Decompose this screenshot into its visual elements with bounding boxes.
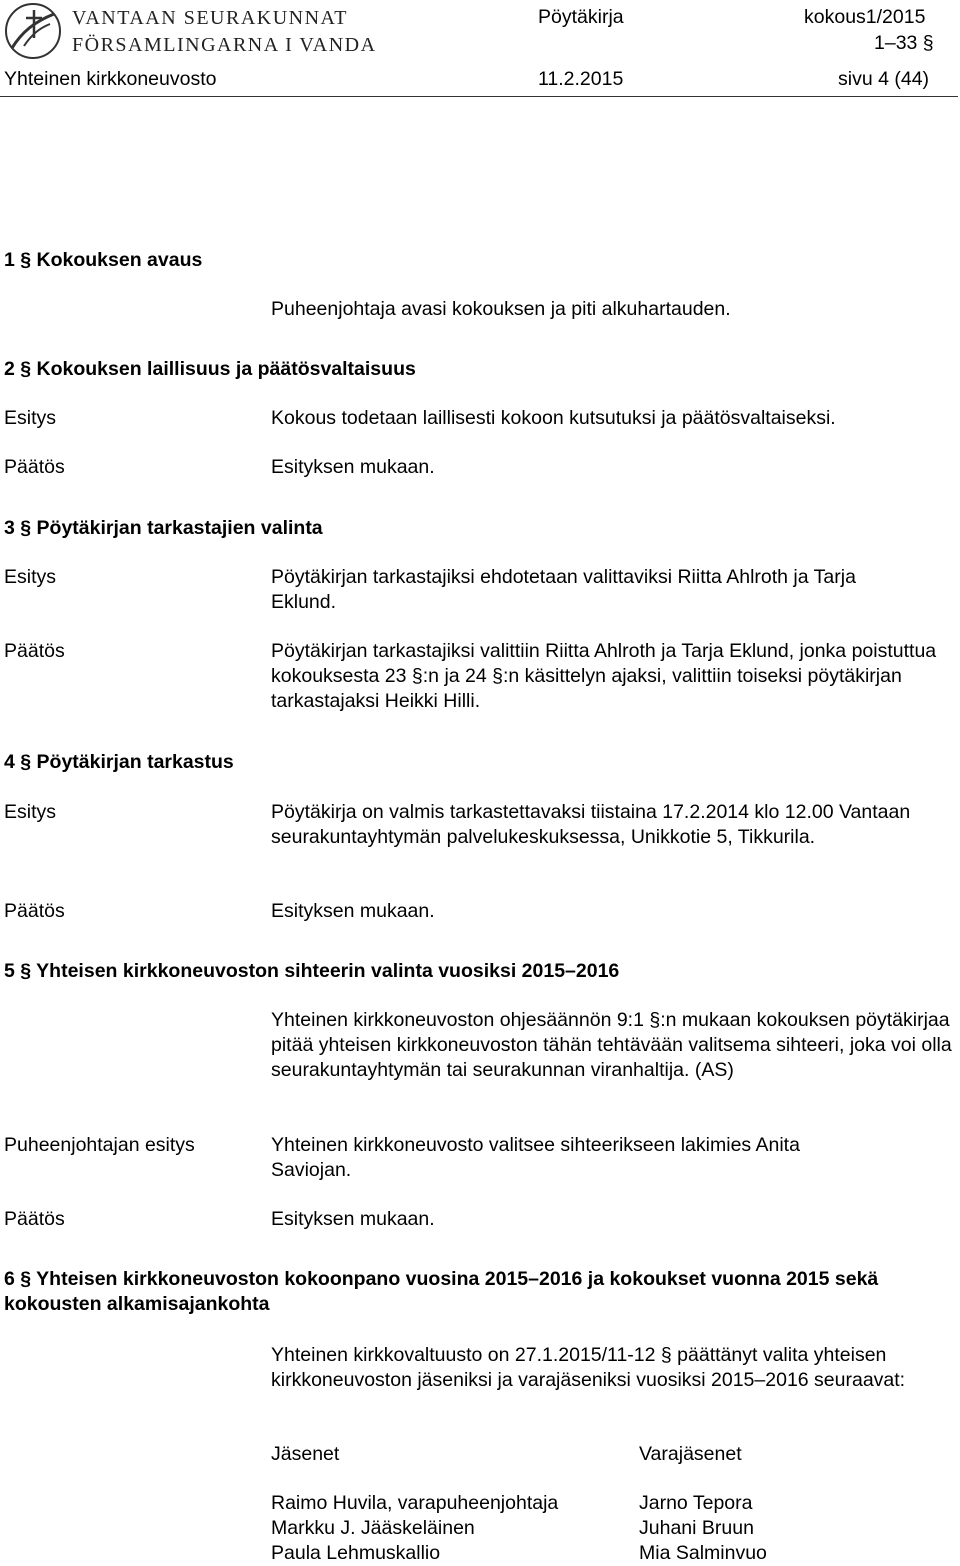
- section-5-esitys-label: Puheenjohtajan esitys: [4, 1134, 195, 1156]
- section-6-intro: Yhteinen kirkkovaltuusto on 27.1.2015/11-12 § päättänyt valita yhteisen kirkkoneuvoston jäseniksi ja varajäseniksi vuosiksi 2015–2016 seuraavat:: [271, 1344, 906, 1391]
- section-5-paatos-label: Päätös: [4, 1208, 65, 1230]
- org-name-swedish: FÖRSAMLINGARNA I VANDA: [72, 34, 377, 56]
- section-5-intro: Yhteinen kirkkoneuvoston ohjesäännön 9:1 §:n mukaan kokouksen pöytäkirjaa pitää yhteisen kirkkoneuvoston tähän tehtävään valitsema sihteeri, joka voi olla seurakuntayhtymän tai seurakunnan viranhaltija. (AS): [271, 1009, 952, 1081]
- deputies-column-header: Varajäsenet: [639, 1443, 742, 1465]
- org-name-finnish: VANTAAN SEURAKUNNAT: [72, 7, 348, 29]
- section-5-paatos: Esityksen mukaan.: [271, 1208, 435, 1230]
- section-4-esitys-label: Esitys: [4, 801, 57, 823]
- deputy-1: Jarno Tepora: [639, 1492, 753, 1514]
- member-1: Raimo Huvila, varapuheenjohtaja: [271, 1492, 559, 1514]
- doc-type: Pöytäkirja: [538, 6, 624, 28]
- section-2-paatos: Esityksen mukaan.: [271, 456, 435, 478]
- member-2: Markku J. Jääskeläinen: [271, 1517, 475, 1539]
- header-divider: [0, 96, 958, 97]
- section-2-paatos-label: Päätös: [4, 456, 65, 478]
- section-2-heading: 2 § Kokouksen laillisuus ja päätösvaltaisuus: [4, 358, 416, 380]
- section-range: 1–33 §: [874, 32, 934, 54]
- members-column-header: Jäsenet: [271, 1443, 340, 1465]
- section-2-esitys: Kokous todetaan laillisesti kokoon kutsutuksi ja päätösvaltaiseksi.: [271, 407, 836, 429]
- section-5-heading: 5 § Yhteisen kirkkoneuvoston sihteerin valinta vuosiksi 2015–2016: [4, 960, 620, 982]
- deputy-2: Juhani Bruun: [639, 1517, 754, 1539]
- section-6-heading: 6 § Yhteisen kirkkoneuvoston kokoonpano vuosina 2015–2016 ja kokoukset vuonna 2015 sekä kokousten alkamisajankohta: [4, 1268, 879, 1315]
- section-3-heading: 3 § Pöytäkirjan tarkastajien valinta: [4, 517, 323, 539]
- section-2-esitys-label: Esitys: [4, 407, 57, 429]
- section-3-esitys-label: Esitys: [4, 566, 57, 588]
- section-1-text: Puheenjohtaja avasi kokouksen ja piti alkuhartauden.: [271, 298, 731, 320]
- section-4-paatos-label: Päätös: [4, 900, 65, 922]
- section-4-paatos: Esityksen mukaan.: [271, 900, 435, 922]
- section-1-heading: 1 § Kokouksen avaus: [4, 249, 203, 271]
- section-3-paatos: Pöytäkirjan tarkastajiksi valittiin Riitta Ahlroth ja Tarja Eklund, jonka poistuttua kokouksesta 23 §:n ja 24 §:n käsittelyn ajaksi, valittiin toiseksi pöytäkirjan tarkastajaksi Heikki Hilli.: [271, 640, 937, 712]
- section-3-esitys: Pöytäkirjan tarkastajiksi ehdotetaan valittaviksi Riitta Ahlroth ja Tarja Eklund.: [271, 566, 856, 613]
- page-number: sivu 4 (44): [838, 68, 930, 90]
- section-4-heading: 4 § Pöytäkirjan tarkastus: [4, 751, 234, 773]
- section-3-paatos-label: Päätös: [4, 640, 65, 662]
- meeting-number: kokous1/2015: [804, 6, 926, 28]
- member-3: Paula Lehmuskallio: [271, 1542, 441, 1564]
- meeting-date: 11.2.2015: [538, 68, 624, 90]
- deputy-3: Mia Salminvuo: [639, 1542, 767, 1564]
- section-5-esitys: Yhteinen kirkkoneuvosto valitsee sihteerikseen lakimies Anita Saviojan.: [271, 1134, 800, 1181]
- parish-emblem-logo: [4, 2, 62, 60]
- body-name: Yhteinen kirkkoneuvosto: [4, 68, 217, 90]
- section-4-esitys: Pöytäkirja on valmis tarkastettavaksi tiistaina 17.2.2014 klo 12.00 Vantaan seurakuntayhtymän palvelukeskuksessa, Unikkotie 5, Tikkurila.: [271, 801, 911, 848]
